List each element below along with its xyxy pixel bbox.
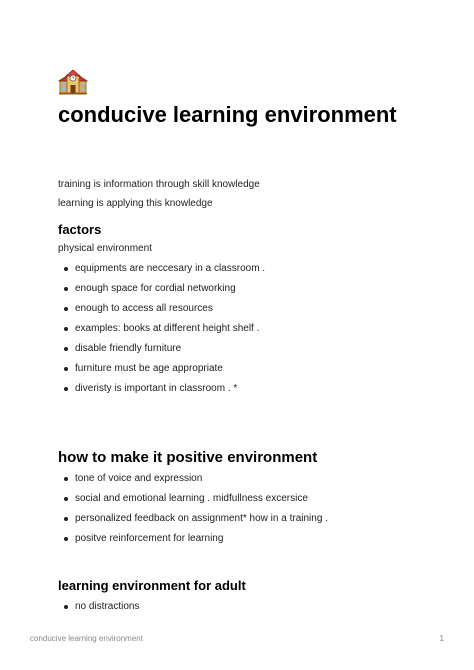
bullet-icon xyxy=(64,605,68,609)
factors-list xyxy=(58,262,265,395)
section-heading-factors: factors xyxy=(58,222,102,237)
adult-list xyxy=(58,600,139,613)
subheading-physical-environment: physical environment xyxy=(58,243,152,254)
bullet-icon xyxy=(64,307,68,311)
list-item: enough space for cordial networking xyxy=(58,282,265,295)
positive-list xyxy=(58,472,328,545)
bullet-icon xyxy=(64,477,68,481)
bullet-icon xyxy=(64,367,68,371)
bullet-icon xyxy=(64,347,68,351)
intro-line: training is information through skill knowledge xyxy=(58,179,260,190)
list-item: disable friendly furniture xyxy=(58,342,265,355)
bullet-icon xyxy=(64,387,68,391)
intro-line: learning is applying this knowledge xyxy=(58,198,213,209)
section-heading-adult-learning: learning environment for adult xyxy=(58,578,246,593)
list-item: examples: books at different height shelf . xyxy=(58,322,265,335)
footer-title: conducive learning environment xyxy=(30,634,143,643)
list-item: positve reinforcement for learning xyxy=(58,532,328,545)
list-item: no distractions xyxy=(58,600,139,613)
bullet-icon xyxy=(64,267,68,271)
school-building-icon xyxy=(58,66,88,96)
list-item: social and emotional learning . midfullness excersice xyxy=(58,492,328,505)
list-item: diveristy is important in classroom . * xyxy=(58,382,265,395)
bullet-icon xyxy=(64,497,68,501)
section-heading-positive-environment: how to make it positive environment xyxy=(58,449,318,466)
list-item: furniture must be age appropriate xyxy=(58,362,265,375)
list-item: personalized feedback on assignment* how in a training . xyxy=(58,512,328,525)
bullet-icon xyxy=(64,517,68,521)
list-item: tone of voice and expression xyxy=(58,472,328,485)
bullet-icon xyxy=(64,287,68,291)
list-item: equipments are neccesary in a classroom . xyxy=(58,262,265,275)
bullet-icon xyxy=(64,537,68,541)
page-number: 1 xyxy=(439,634,444,643)
bullet-icon xyxy=(64,327,68,331)
page-title: conducive learning environment xyxy=(58,102,397,127)
list-item: enough to access all resources xyxy=(58,302,265,315)
